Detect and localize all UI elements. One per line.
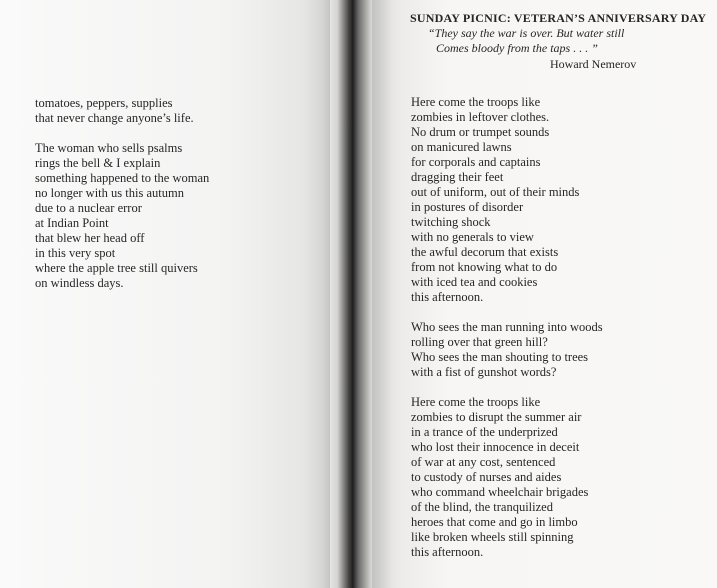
poem-line: in this very spot xyxy=(35,246,116,260)
poem-line: the awful decorum that exists xyxy=(411,245,559,259)
poem-line: The woman who sells psalms xyxy=(35,141,183,155)
poem-line: tomatoes, peppers, supplies xyxy=(35,96,173,110)
poem-line: for corporals and captains xyxy=(411,155,541,169)
poem-line: in postures of disorder xyxy=(411,200,524,214)
epigraph-line: “They say the war is over. But water still xyxy=(428,26,625,40)
poem-line: who command wheelchair brigades xyxy=(411,485,589,499)
poem-line: Here come the troops like xyxy=(411,95,541,109)
left-stanza-2 xyxy=(35,141,209,291)
poem-title: SUNDAY PICNIC: VETERAN’S ANNIVERSARY DAY xyxy=(410,11,707,25)
book-gutter xyxy=(322,0,392,588)
poem-line: on manicured lawns xyxy=(411,140,512,154)
poem-line: in a trance of the underprized xyxy=(411,425,558,439)
left-page xyxy=(0,0,330,588)
poem-line: zombies to disrupt the summer air xyxy=(411,410,582,424)
poem-line: Here come the troops like xyxy=(411,395,541,409)
poem-line: rolling over that green hill? xyxy=(411,335,548,349)
epigraph-line: Comes bloody from the taps . . . ” xyxy=(436,41,598,55)
poem-line: something happened to the woman xyxy=(35,171,210,185)
poem-line: at Indian Point xyxy=(35,216,109,230)
right-stanza-3 xyxy=(411,395,603,560)
poem-line: of the blind, the tranquilized xyxy=(411,500,553,514)
right-page-text xyxy=(411,95,603,560)
poem-line: from not knowing what to do xyxy=(411,260,558,274)
poem-line: twitching shock xyxy=(411,215,491,229)
poem-line: like broken wheels still spinning xyxy=(411,530,574,544)
poem-line: No drum or trumpet sounds xyxy=(411,125,550,139)
poem-line: that never change anyone’s life. xyxy=(35,111,194,125)
poem-line: this afternoon. xyxy=(411,290,484,304)
poem-line: rings the bell & I explain xyxy=(35,156,161,170)
poem-line: on windless days. xyxy=(35,276,124,290)
poem-line: of war at any cost, sentenced xyxy=(411,455,556,469)
poem-line: with a fist of gunshot words? xyxy=(411,365,557,379)
left-stanza-1 xyxy=(35,96,209,126)
poem-line: dragging their feet xyxy=(411,170,504,184)
epigraph xyxy=(428,26,624,56)
right-stanza-2 xyxy=(411,320,603,380)
poem-line: to custody of nurses and aides xyxy=(411,470,562,484)
poem-line: where the apple tree still quivers xyxy=(35,261,198,275)
epigraph-attribution: Howard Nemerov xyxy=(550,57,637,71)
poem-line: Who sees the man shouting to trees xyxy=(411,350,589,364)
poem-line: zombies in leftover clothes. xyxy=(411,110,550,124)
left-page-text xyxy=(35,96,209,291)
poem-line: Who sees the man running into woods xyxy=(411,320,603,334)
poem-line: with no generals to view xyxy=(411,230,534,244)
poem-line: due to a nuclear error xyxy=(35,201,142,215)
poem-line: who lost their innocence in deceit xyxy=(411,440,580,454)
poem-line: this afternoon. xyxy=(411,545,484,559)
poem-line: heroes that come and go in limbo xyxy=(411,515,578,529)
poem-line: with iced tea and cookies xyxy=(411,275,538,289)
poem-line: out of uniform, out of their minds xyxy=(411,185,580,199)
poem-line: that blew her head off xyxy=(35,231,145,245)
poem-line: no longer with us this autumn xyxy=(35,186,184,200)
right-stanza-1 xyxy=(411,95,603,305)
